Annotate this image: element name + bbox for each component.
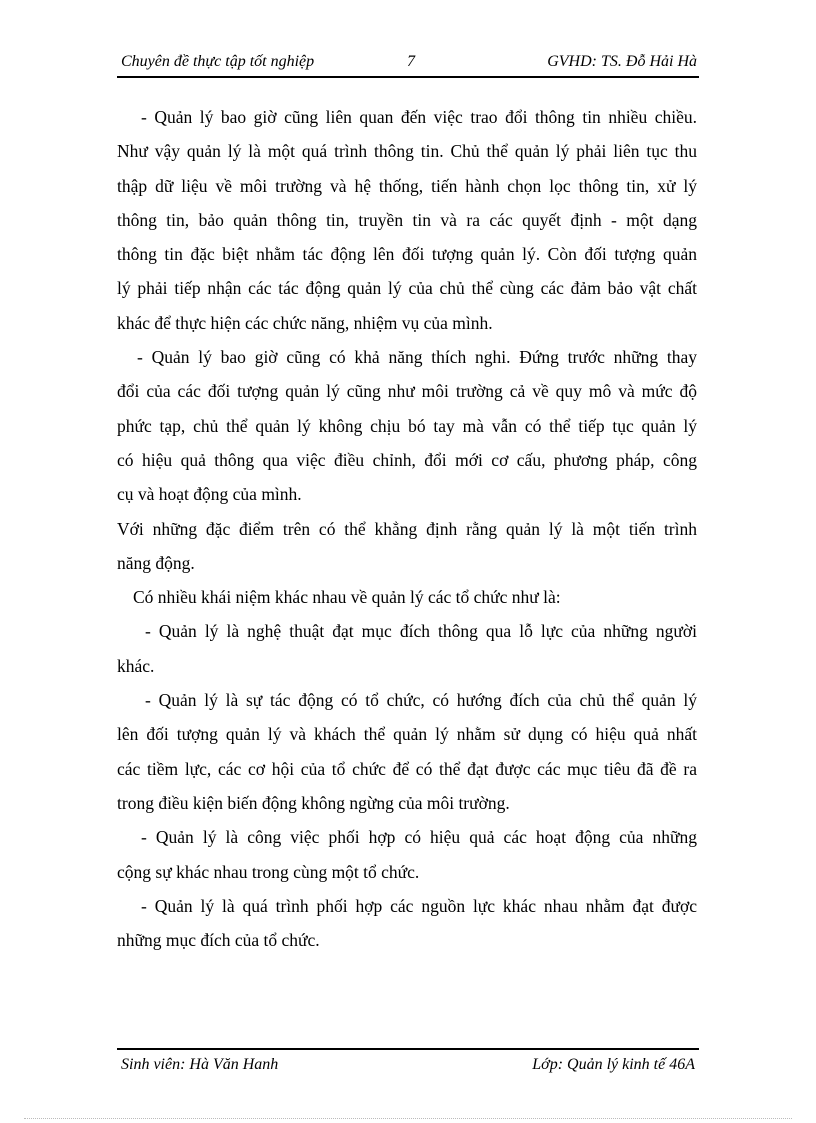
text-line: - Quản lý là công việc phối hợp có hiệu quả các hoạt động của những: [141, 827, 697, 848]
header-advisor: GVHD: TS. Đỗ Hải Hà: [547, 53, 697, 70]
footer-class: Lớp: Quản lý kinh tế 46A: [532, 1056, 695, 1073]
page-header: [117, 50, 699, 74]
text-line: Có nhiều khái niệm khác nhau về quản lý các tổ chức như là:: [133, 587, 561, 608]
text-line: các tiềm lực, các cơ hội của tổ chức để có thể đạt được các mục tiêu đã đề ra: [117, 758, 697, 779]
page-edge: [24, 1118, 792, 1119]
text-line: khác để thực hiện các chức năng, nhiệm vụ của mình.: [117, 312, 493, 333]
text-line: - Quản lý là quá trình phối hợp các nguồn lực khác nhau nhằm đạt được: [141, 895, 697, 916]
footer-student: Sinh viên: Hà Văn Hanh: [121, 1056, 279, 1073]
text-line: Như vậy quản lý là một quá trình thông tin. Chủ thể quản lý phải liên tục thu: [117, 141, 697, 162]
text-line: có hiệu quả thông qua việc điều chỉnh, đổi mới cơ cấu, phương pháp, công: [117, 449, 697, 470]
text-line: thông tin đặc biệt nhằm tác động lên đối tượng quản lý. Còn đối tượng quản: [117, 244, 697, 265]
text-line: - Quản lý bao giờ cũng liên quan đến việc trao đổi thông tin nhiều chiều.: [141, 107, 697, 127]
text-line: những mục đích của tổ chức.: [117, 930, 320, 951]
text-line: thập dữ liệu về môi trường và hệ thống, tiến hành chọn lọc thông tin, xử lý: [117, 175, 697, 196]
text-line: phức tạp, chủ thể quản lý không chịu bó tay mà vẫn có thể tiếp tục quản lý: [117, 415, 697, 436]
header-divider: [117, 76, 699, 78]
text-line: khác.: [117, 655, 155, 676]
text-line: cộng sự khác nhau trong cùng một tổ chức.: [117, 861, 420, 882]
text-line: - Quản lý là nghệ thuật đạt mục đích thông qua lỗ lực của những người: [145, 621, 697, 642]
text-line: - Quản lý bao giờ cũng có khả năng thích nghi. Đứng trước những thay: [137, 347, 697, 368]
header-document-title: Chuyên đề thực tập tốt nghiệp: [121, 53, 315, 70]
text-line: thông tin, bảo quản thông tin, truyền tin và ra các quyết định - một dạng: [117, 209, 697, 230]
header-page-number: 7: [407, 53, 415, 70]
footer-divider: [117, 1048, 699, 1050]
text-line: cụ và hoạt động của mình.: [117, 484, 302, 505]
page-footer: [117, 1053, 699, 1077]
document-body: [117, 100, 697, 957]
text-line: lên đối tượng quản lý và khách thể quản lý nhằm sử dụng có hiệu quả nhất: [117, 724, 697, 745]
text-line: đổi của các đối tượng quản lý cũng như môi trường cả về quy mô và mức độ: [117, 381, 697, 402]
text-line: trong điều kiện biến động không ngừng của môi trường.: [117, 792, 510, 813]
text-line: năng động.: [117, 552, 195, 573]
text-line: - Quản lý là sự tác động có tổ chức, có hướng đích của chủ thể quản lý: [145, 690, 697, 711]
text-line: lý phải tiếp nhận các tác động quản lý của chủ thể cùng các đảm bảo vật chất: [117, 278, 697, 299]
text-line: Với những đặc điểm trên có thể khẳng định rằng quản lý là một tiến trình: [117, 518, 697, 539]
